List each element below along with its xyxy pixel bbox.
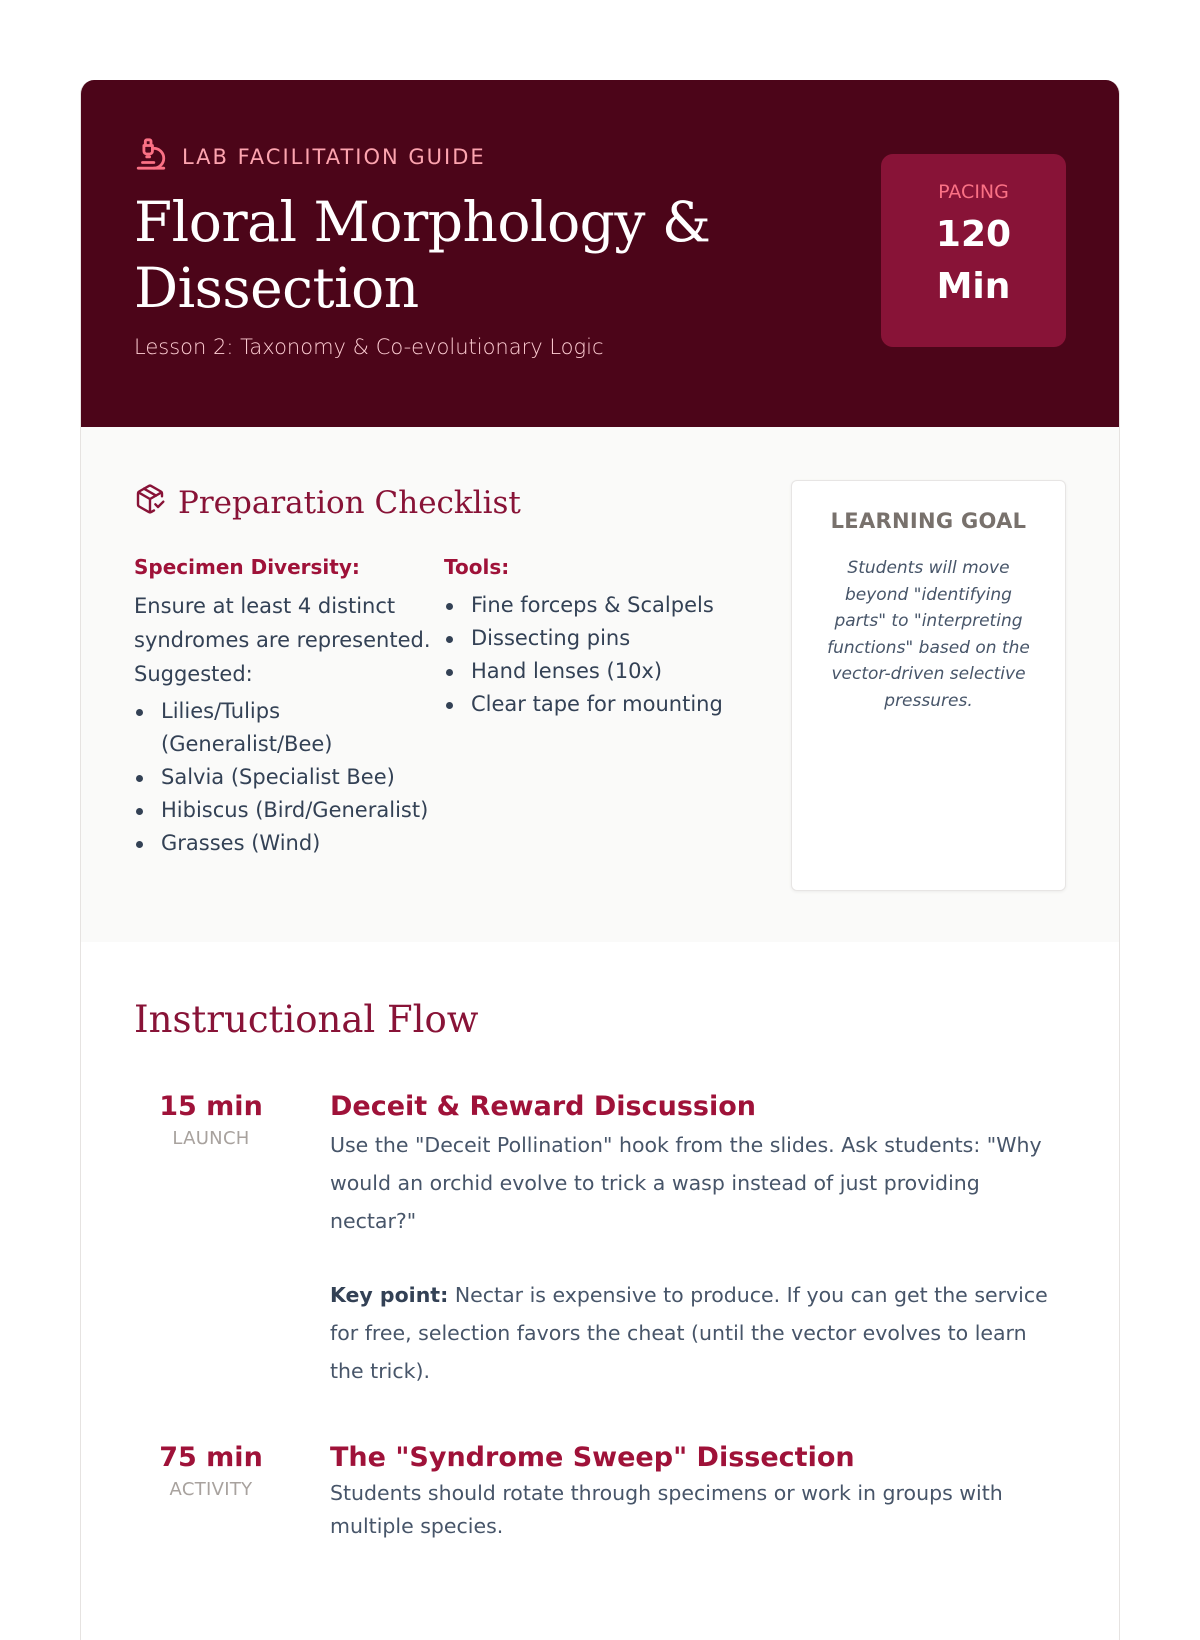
key-point xyxy=(330,1276,1060,1390)
checklist-columns xyxy=(134,555,744,860)
flow-step xyxy=(134,1091,1066,1390)
tool-item: Clear tape for mounting xyxy=(444,688,744,721)
step-duration: 75 min xyxy=(159,1442,263,1473)
step-title: The "Syndrome Sweep" Dissection xyxy=(330,1442,855,1473)
learning-goal-title: LEARNING GOAL xyxy=(830,509,1027,533)
microscope-icon xyxy=(134,136,168,177)
step-phase: LAUNCH xyxy=(172,1128,250,1149)
preparation-section xyxy=(81,427,1119,942)
key-point-label: Key point: xyxy=(330,1283,449,1307)
pacing-badge xyxy=(881,154,1066,347)
step-timing xyxy=(134,1091,330,1390)
step-body xyxy=(330,1091,1060,1390)
step-title: Deceit & Reward Discussion xyxy=(330,1091,756,1122)
specimen-item: Salvia (Specialist Bee) xyxy=(134,761,444,794)
lab-guide-page xyxy=(80,80,1120,1640)
learning-goal-text: Students will move beyond "identifying parts" to "interpreting functions" based on the vector-driven selective pressures. xyxy=(827,558,1030,711)
flow-step xyxy=(134,1442,1066,1543)
tool-item: Fine forceps & Scalpels xyxy=(444,589,744,622)
specimen-text: Ensure at least 4 distinct syndromes are represented. Suggested: xyxy=(134,594,431,686)
step-phase: ACTIVITY xyxy=(169,1479,253,1500)
learning-goal-card xyxy=(791,480,1066,891)
lesson-subtitle: Lesson 2: Taxonomy & Co-evolutionary Logic xyxy=(134,335,604,359)
preparation-heading-label: Preparation Checklist xyxy=(178,485,521,521)
tool-item: Hand lenses (10x) xyxy=(444,655,744,688)
specimen-item: Hibiscus (Bird/Generalist) xyxy=(134,794,444,827)
specimen-item: Grasses (Wind) xyxy=(134,827,444,860)
key-point-text: Nectar is expensive to produce. If you can get the service for free, selection favors the cheat (until the vector evolves to learn the trick). xyxy=(330,1283,1048,1383)
step-timing xyxy=(134,1442,330,1543)
pacing-value: 120 xyxy=(935,214,1012,255)
specimen-column xyxy=(134,555,444,860)
tools-column xyxy=(444,555,744,860)
flow-heading: Instructional Flow xyxy=(134,998,479,1041)
tool-item: Dissecting pins xyxy=(444,622,744,655)
pacing-unit: Min xyxy=(936,266,1011,307)
step-text: Use the "Deceit Pollination" hook from the slides. Ask students: "Why would an orchid evolve to trick a wasp instead of just providing nectar?" xyxy=(330,1133,1042,1233)
tools-list xyxy=(444,589,744,721)
specimen-list xyxy=(134,695,444,860)
guide-header xyxy=(81,80,1119,427)
package-check-icon xyxy=(134,483,166,523)
step-duration: 15 min xyxy=(159,1091,263,1122)
instructional-flow-section xyxy=(81,942,1119,1543)
specimen-title: Specimen Diversity: xyxy=(134,555,360,579)
step-text: Students should rotate through specimens or work in groups with multiple species. xyxy=(330,1481,1003,1538)
tools-title: Tools: xyxy=(444,555,510,579)
eyebrow-label: LAB FACILITATION GUIDE xyxy=(182,144,486,169)
specimen-item: Lilies/Tulips (Generalist/Bee) xyxy=(134,695,444,761)
step-body xyxy=(330,1442,1060,1543)
pacing-label: PACING xyxy=(938,181,1009,203)
page-title: Floral Morphology & Dissection xyxy=(134,190,711,320)
